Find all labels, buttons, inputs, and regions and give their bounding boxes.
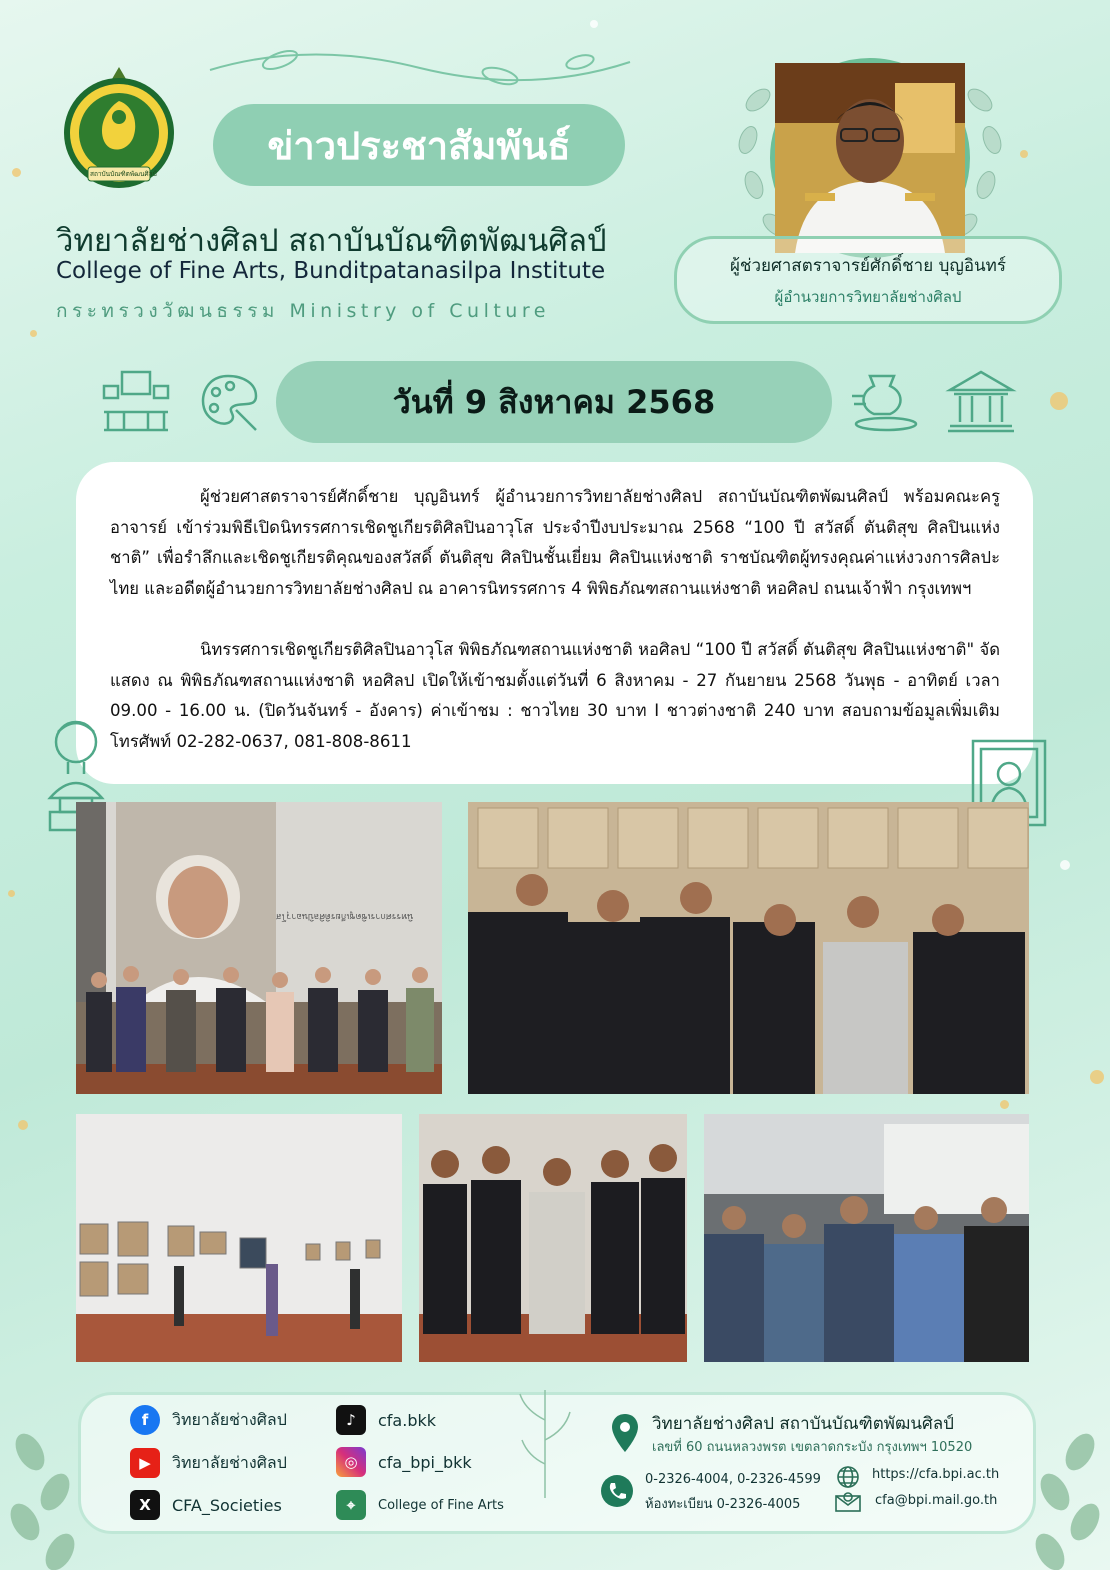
gallery-exhibit-icon (100, 368, 172, 434)
director-title: ผู้อำนวยการวิทยาลัยช่างศิลป (774, 287, 962, 306)
tiktok-label: cfa.bkk (378, 1410, 437, 1430)
facebook-link[interactable] (130, 1405, 287, 1435)
director-portrait (770, 58, 970, 258)
location-pin-icon (610, 1412, 640, 1454)
address-name: วิทยาลัยช่างศิลป สถาบันบัณฑิตพัฒนศิลป์ (652, 1414, 954, 1434)
footer-sprig-ornament (510, 1380, 580, 1500)
institute-logo (60, 65, 178, 190)
palette-icon (196, 370, 260, 434)
ministry-name: กระทรวงวัฒนธรรม Ministry of Culture (56, 300, 550, 322)
date-text: วันที่ 9 สิงหาคม 2568 (392, 382, 716, 421)
director-name-card (674, 236, 1062, 324)
address-line: เลขที่ 60 ถนนหลวงพรต เขตลาดกระบัง กรุงเทพฯ 10520 (652, 1440, 973, 1455)
facebook-label: วิทยาลัยช่างศิลป (172, 1409, 287, 1429)
college-name-english: College of Fine Arts, Bunditpatanasilpa Institute (56, 258, 606, 284)
instagram-icon: ◎ (336, 1447, 366, 1477)
phone-numbers[interactable]: 0-2326-4004, 0-2326-4599 (645, 1472, 821, 1487)
website-link[interactable]: https://cfa.bpi.ac.th (872, 1467, 1000, 1482)
article-paragraph-2: นิทรรศการเชิดชูเกียรติศิลปินอาวุโส พิพิธภัณฑสถานแห่งชาติ หอศิลป “100 ปี สวัสดิ์ ตันติสุข ศิลปินแห่งชาติ" จัดแสดง ณ พิพิธภัณฑสถานแห่งชาติ หอศิลป เปิดให้เข้าชมตั้งแต่วันที่ 6 สิงหาคม - 27 กันยายน 2568 วันพุธ - อาทิตย์ เวลา 09.00 - 16.00 น. (ปิดวันจันทร์ - อังคาร) ค่าเข้าชม : ชาวไทย 30 บาท I ชาวต่างชาติ 240 บาท สอบถามข้อมูลเพิ่มเติม โทรศัพท์ 02-282-0637, 081-808-8611 (110, 640, 1000, 751)
facebook-icon: f (130, 1405, 160, 1435)
press-release-title (213, 104, 625, 186)
press-release-title-text: ข่าวประชาสัมพันธ์ (267, 123, 571, 168)
top-flourish-ornament (200, 40, 640, 90)
pottery-icon (850, 368, 922, 434)
article-paragraph-1: ผู้ช่วยศาสตราจารย์ศักดิ์ชาย บุญอินทร์ ผู้อำนวยการวิทยาลัยช่างศิลป สถาบันบัณฑิตพัฒนศิลป์ พร้อมคณะครูอาจารย์ เข้าร่วมพิธีเปิดนิทรรศการเชิดชูเกียรติศิลปินอาวุโส ประจำปีงบประมาณ 2568 “100 ปี สวัสดิ์ ตันติสุข ศิลปินแห่งชาติ” เพื่อรำลึกและเชิดชูเกียรติคุณของสวัสดิ์ ตันติสุข ศิลปินชั้นเยี่ยม ศิลปินแห่งชาติ ราชบัณฑิตผู้ทรงคุณค่าแห่งวงการศิลปะไทย และอดีตผู้อำนวยการวิทยาลัยช่างศิลป ณ อาคารนิทรรศการ 4 พิพิธภัณฑสถานแห่งชาติ หอศิลป ถนนเจ้าฟ้า กรุงเทพฯ (110, 487, 1000, 598)
email-icon (834, 1491, 862, 1513)
x-label: CFA_Societies (172, 1495, 282, 1515)
x-link[interactable] (130, 1490, 282, 1520)
photo-caption-banner: นิทรรศการเชิดชูเกียรติศิลปินอาวุโส (276, 911, 414, 921)
photo-five-men (419, 1114, 687, 1362)
tiktok-link[interactable] (336, 1405, 436, 1435)
logo-text: สถาบันบัณฑิตพัฒนศิลป์ (90, 170, 157, 178)
instagram-link[interactable] (336, 1447, 472, 1477)
email-link[interactable]: cfa@bpi.mail.go.th (875, 1493, 998, 1508)
map-pin-icon: ⌖ (336, 1490, 366, 1520)
leaf-ornament-left (0, 1412, 90, 1570)
youtube-link[interactable] (130, 1448, 287, 1478)
google-maps-link[interactable] (336, 1490, 504, 1520)
phone-icon (600, 1474, 634, 1508)
globe-icon (836, 1465, 860, 1489)
director-name: ผู้ช่วยศาสตราจารย์ศักดิ์ชาย บุญอินทร์ (729, 255, 1007, 276)
tiktok-icon: ♪ (336, 1405, 366, 1435)
photo-gallery-room (76, 1114, 402, 1362)
instagram-label: cfa_bpi_bkk (378, 1452, 472, 1472)
college-name-thai: วิทยาลัยช่างศิลป สถาบันบัณฑิตพัฒนศิลป์ (56, 223, 607, 259)
date-banner (276, 361, 832, 443)
registrar-phone[interactable]: ห้องทะเบียน 0-2326-4005 (645, 1497, 801, 1512)
photo-panel-discussion (76, 802, 442, 1094)
article-body (76, 462, 1033, 784)
museum-building-icon (946, 368, 1016, 434)
photo-audience (704, 1114, 1029, 1362)
youtube-label: วิทยาลัยช่างศิลป (172, 1452, 287, 1472)
photo-group-tile-wall (468, 802, 1029, 1094)
maps-label: College of Fine Arts (378, 1497, 504, 1513)
youtube-icon: ▶ (130, 1448, 160, 1478)
x-icon: X (130, 1490, 160, 1520)
